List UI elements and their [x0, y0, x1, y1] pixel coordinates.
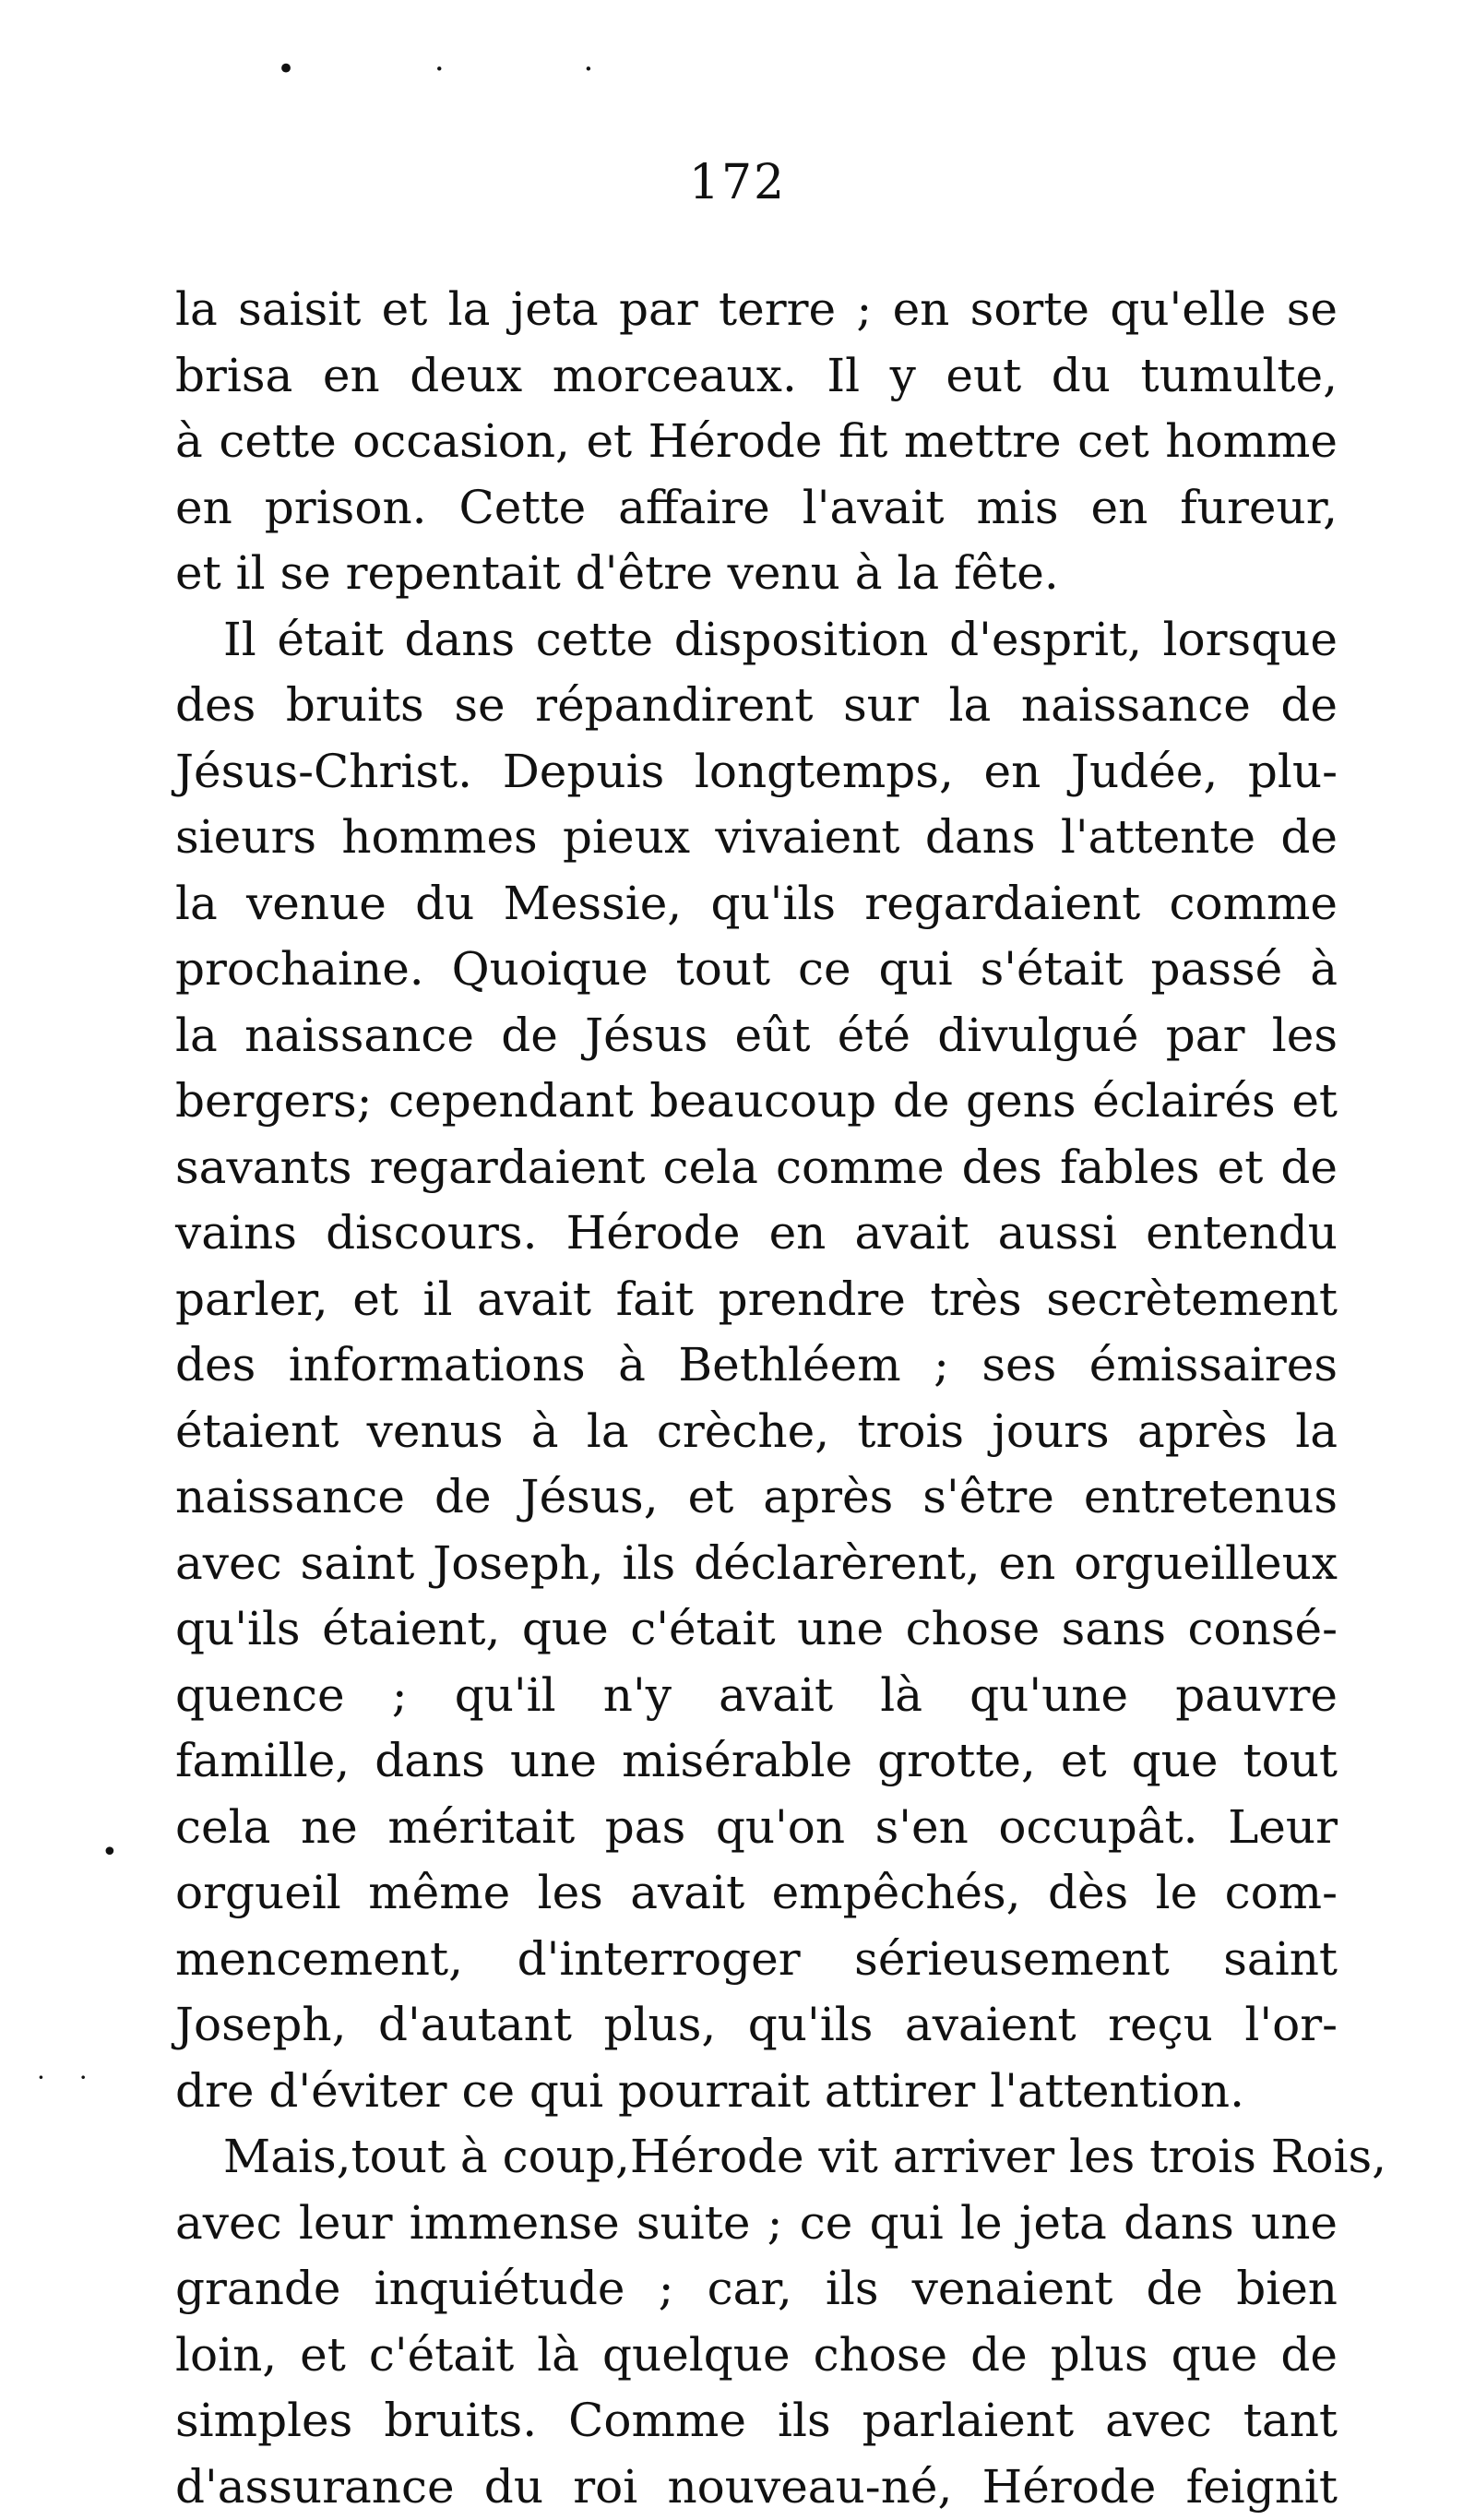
- text-line: qu'ils étaient, que c'était une chose sans consé-: [175, 1596, 1338, 1663]
- text-line: dre d'éviter ce qui pourrait attirer l'attention.: [175, 2059, 1338, 2125]
- page-number: 172: [0, 155, 1475, 210]
- text-line: étaient venus à la crèche, trois jours après la: [175, 1399, 1338, 1465]
- text-line: grande inquiétude ; car, ils venaient de bien: [175, 2256, 1338, 2323]
- body-text: [175, 277, 1338, 2520]
- text-line: Il était dans cette disposition d'esprit, lorsque: [175, 607, 1338, 674]
- text-line: la saisit et la jeta par terre ; en sorte qu'elle se: [175, 277, 1338, 343]
- text-line: des informations à Bethléem ; ses émissaires: [175, 1332, 1338, 1399]
- text-line: parler, et il avait fait prendre très secrètement: [175, 1267, 1338, 1333]
- text-line: mencement, d'interroger sérieusement saint: [175, 1927, 1338, 1993]
- text-line: bergers; cependant beaucoup de gens éclairés et: [175, 1069, 1338, 1135]
- text-line: en prison. Cette affaire l'avait mis en fureur,: [175, 475, 1338, 542]
- margin-speck: •: [101, 1836, 118, 1869]
- text-line: Jésus-Christ. Depuis longtemps, en Judée, plu-: [175, 739, 1338, 806]
- text-line: Joseph, d'autant plus, qu'ils avaient reçu l'or-: [175, 1992, 1338, 2059]
- margin-specks-bottom: · ·: [37, 2062, 101, 2093]
- text-line: avec leur immense suite ; ce qui le jeta dans une: [175, 2191, 1338, 2257]
- text-line: naissance de Jésus, et après s'être entretenus: [175, 1464, 1338, 1531]
- text-line: quence ; qu'il n'y avait là qu'une pauvre: [175, 1663, 1338, 1729]
- text-line: prochaine. Quoique tout ce qui s'était passé à: [175, 937, 1338, 1003]
- text-line: d'assurance du roi nouveau-né, Hérode feignit: [175, 2454, 1338, 2520]
- text-line: et il se repentait d'être venu à la fête.: [175, 541, 1338, 607]
- text-line: Mais,tout à coup,Hérode vit arriver les trois Rois,: [175, 2124, 1338, 2191]
- text-line: la venue du Messie, qu'ils regardaient comme: [175, 871, 1338, 938]
- text-line: simples bruits. Comme ils parlaient avec tant: [175, 2388, 1338, 2454]
- text-line: orgueil même les avait empêchés, dès le com-: [175, 1860, 1338, 1927]
- text-line: savants regardaient cela comme des fables et de: [175, 1135, 1338, 1201]
- margin-specks-top: • · ·: [277, 51, 658, 88]
- text-line: brisa en deux morceaux. Il y eut du tumulte,: [175, 343, 1338, 410]
- text-line: loin, et c'était là quelque chose de plus que de: [175, 2323, 1338, 2389]
- text-line: avec saint Joseph, ils déclarèrent, en orgueilleux: [175, 1531, 1338, 1597]
- text-line: vains discours. Hérode en avait aussi entendu: [175, 1200, 1338, 1267]
- text-line: la naissance de Jésus eût été divulgué par les: [175, 1003, 1338, 1069]
- text-line: cela ne méritait pas qu'on s'en occupât. Leur: [175, 1795, 1338, 1861]
- text-line: à cette occasion, et Hérode fit mettre cet homme: [175, 409, 1338, 475]
- text-line: des bruits se répandirent sur la naissance de: [175, 673, 1338, 739]
- text-line: sieurs hommes pieux vivaient dans l'attente de: [175, 805, 1338, 871]
- text-line: famille, dans une misérable grotte, et que tout: [175, 1728, 1338, 1795]
